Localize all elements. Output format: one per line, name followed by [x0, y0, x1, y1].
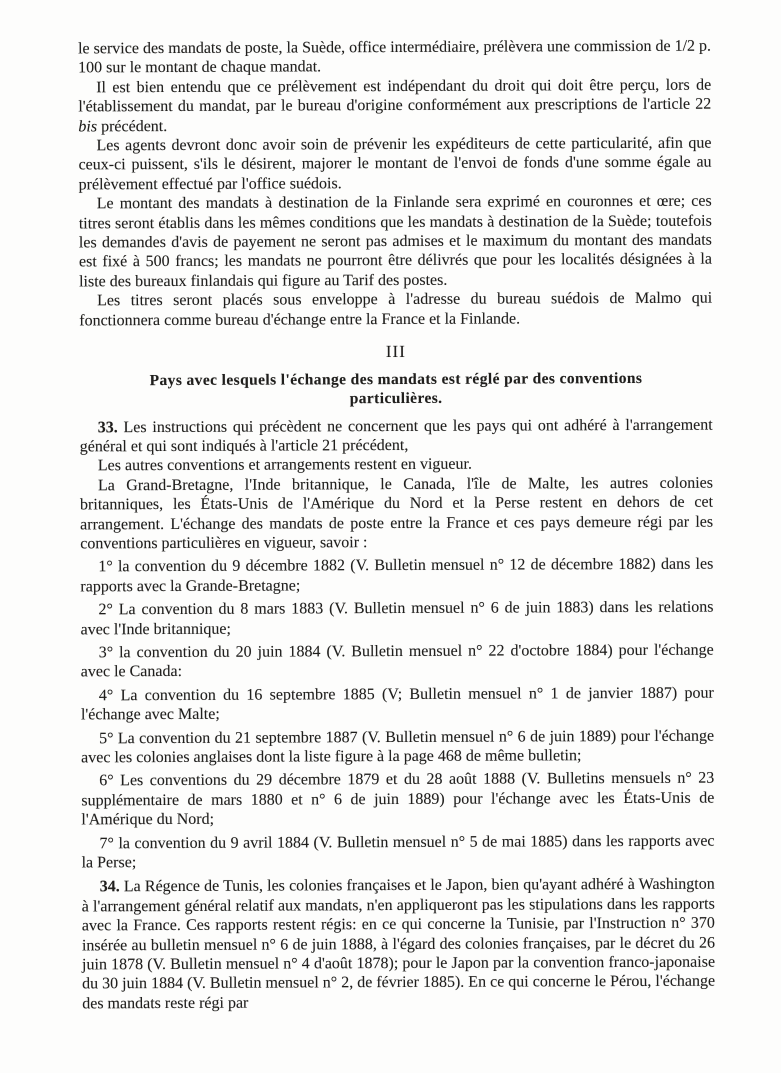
- paragraph: [78, 75, 711, 136]
- list-item: [81, 831, 714, 873]
- text-segment: La Grand-Bretagne, l'Inde britannique, le Canada, l'île de Malte, les autres colonies britanniques, les États-Unis de l'Amérique du Nord et la Perse restent en dehors de cet arrangement. L'échange des mandats de poste entre la France et ces pays demeure régi par les conventions particulières en vigueur, savoir :: [79, 474, 714, 553]
- list-item: [81, 726, 714, 768]
- paragraph: [82, 875, 716, 1014]
- italic-text-segment: bis: [78, 117, 98, 136]
- paragraph: [78, 37, 711, 79]
- text-segment: Le montant des mandats à destination de la Finlande sera exprimé en couronnes et œre; ces titres seront établis dans les mêmes conditions que les mandats à destination de la Suède; toutefois les demandes d'avis de payement ne seront pas admises et le maximum du montant des mandats est fixé à 500 francs; les mandats ne pourront être délivrés que pour les localités désignées à la liste des bureaux finlandais qui figure au Tarif des postes.: [78, 192, 713, 291]
- text-segment: Les instructions qui précèdent ne concernent que les pays qui ont adhéré à l'arrangement général et qui sont indiqués à l'article 21 précédent,: [79, 416, 713, 456]
- list-item: [81, 683, 714, 725]
- text-segment: 7° la convention du 9 avril 1884 (V. Bulletin mensuel n° 5 de mai 1885) dans les rapports avec la Perse;: [81, 832, 715, 872]
- text-segment: Les titres seront placés sous enveloppe à l'adresse du bureau suédois de Malmo qui fonctionnera comme bureau d'échange entre la France et la Finlande.: [79, 289, 713, 330]
- text-segment: III: [385, 342, 406, 362]
- list-item: [81, 769, 714, 830]
- text-segment: 2° La convention du 8 mars 1883 (V. Bulletin mensuel n° 6 de juin 1883) dans les relations avec l'Inde britannique;: [80, 598, 714, 638]
- text-segment: le service des mandats de poste, la Suède, office intermédiaire, prélèvera une commission de 1/2 p. 100 sur le montant de chaque mandat.: [78, 37, 712, 77]
- list-item: [80, 598, 713, 640]
- text-segment: Les agents devront donc avoir soin de prévenir les expéditeurs de cette particularité, afin que ceux-ci puissent, s'ils le désirent, majorer le montant de l'envoi de fonds d'une somme égale au prélèvement effectué par l'office suédois.: [78, 134, 712, 194]
- paragraph: [79, 289, 712, 331]
- paragraph: [80, 473, 713, 553]
- text-segment: 4° La convention du 16 septembre 1885 (V; Bulletin mensuel n° 1 de janvier 1887) pour l'échange avec Malte;: [80, 684, 714, 724]
- text-segment: 5° La convention du 21 septembre 1887 (V. Bulletin mensuel n° 6 de juin 1889) pour l'échange avec les colonies anglaises dont la liste figure à la page 468 de même bulletin;: [81, 727, 715, 767]
- section-title-heading: [108, 368, 683, 409]
- paragraph: [80, 415, 713, 457]
- text-segment: 1° la convention du 9 décembre 1882 (V. Bulletin mensuel n° 12 de décembre 1882) dans les rapports avec la Grande-Bretagne;: [80, 555, 714, 596]
- list-item: [81, 641, 714, 683]
- bold-text-segment: 34.: [99, 878, 120, 896]
- text-segment: 6° Les conventions du 29 décembre 1879 et du 28 août 1888 (V. Bulletins mensuels n° 23 supplémentaire de mars 1880 et n° 6 de juin 1889) pour l'échange avec les États-Unis de l'Amérique du Nord;: [81, 770, 715, 829]
- paragraph: [79, 192, 712, 292]
- text-segment: 3° la convention du 20 juin 1884 (V. Bulletin mensuel n° 22 d'octobre 1884) pour l'échange avec le Canada:: [80, 641, 714, 681]
- text-segment: précédent.: [97, 117, 168, 135]
- page-text: [78, 37, 715, 1014]
- text-segment: Les autres conventions et arrangements restent en vigueur.: [97, 455, 472, 475]
- text-segment: Pays avec lesquels l'échange des mandats est réglé par des conventions particulières.: [149, 369, 643, 407]
- section-number-heading: [79, 341, 712, 363]
- paragraph: [78, 134, 711, 195]
- text-segment: Il est bien entendu que ce prélèvement est indépendant du droit qui doit être perçu, lors de l'établissement du mandat, par le bureau d'origine conformément aux prescriptions de l'article 22: [78, 76, 712, 116]
- list-item: [80, 555, 713, 597]
- text-segment: La Régence de Tunis, les colonies françaises et le Japon, bien qu'ayant adhéré à Washington à l'arrangement général relatif aux mandats, n'en appliqueront pas les stipulations dans les rapports avec la France. Ces rapports restent régis: en ce qui concerne la Tunisie, par l'Instruction n° 370 insérée au bulletin mensuel n° 6 de juin 1888, à l'égard des colonies françaises, par le décret du 26 juin 1878 (V. Bulletin mensuel n° 4 d'août 1878); pour le Japon par la convention franco-japonaise du 30 juin 1884 (V. Bulletin mensuel n° 2, de février 1885). En ce qui concerne le Pérou, l'échange des mandats reste régi par: [81, 876, 716, 1013]
- bold-text-segment: 33.: [97, 418, 118, 436]
